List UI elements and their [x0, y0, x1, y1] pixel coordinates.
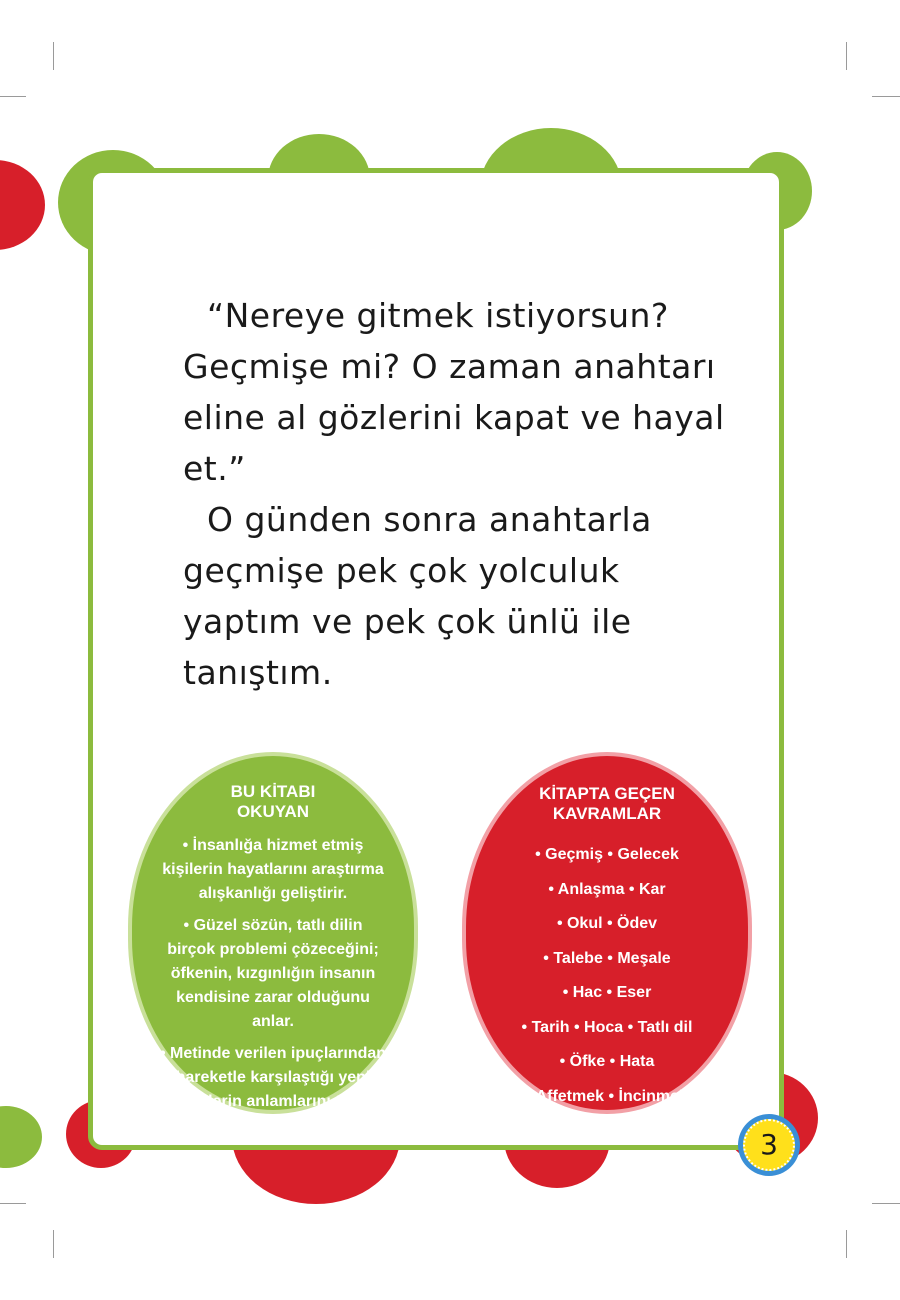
reader-outcomes-list — [132, 834, 414, 1138]
concept-row: • Talebe • Meşale — [543, 949, 671, 967]
crop-mark — [872, 1203, 900, 1204]
concept-row: • Hac • Eser — [562, 984, 652, 1001]
crop-mark — [53, 1230, 54, 1258]
concept-row: • Anlaşma • Kar — [548, 880, 666, 898]
story-paragraph: O günden sonra anahtarla geçmişe pek çok yolculuk yaptım ve pek çok ünlü ile tanıştım. — [183, 500, 652, 692]
reader-outcomes-panel — [128, 752, 418, 1134]
crop-mark — [846, 42, 847, 70]
concept-row: • Öfke • Hata — [559, 1053, 655, 1070]
reader-panel-title: BU KİTABI OKUYAN — [230, 782, 316, 821]
crop-mark — [846, 1230, 847, 1258]
concepts-panel — [462, 752, 752, 1114]
story-text — [183, 290, 743, 698]
page-number-badge — [738, 1114, 800, 1176]
list-item: • Metinde verilen ipuçlarından hareketle karşılaştığı yeni kelimelerin anlamlarını tahmin eder. — [158, 1045, 388, 1134]
decor-circle-green — [0, 1106, 42, 1168]
concept-row: • Okul • Ödev — [556, 915, 658, 932]
concepts-panel-title: KİTAPTA GEÇEN KAVRAMLAR — [539, 784, 675, 823]
concept-row: • Affetmek • İncinmek — [526, 1087, 688, 1105]
page-number: 3 — [743, 1119, 795, 1171]
crop-mark — [0, 1203, 26, 1204]
concepts-list — [466, 838, 748, 1114]
story-paragraph: “Nereye gitmek istiyorsun? Geçmişe mi? O zaman anahtarı eline al gözlerini kapat ve hayal et.” — [183, 296, 725, 488]
crop-mark — [0, 96, 26, 97]
crop-mark — [872, 96, 900, 97]
crop-mark — [53, 42, 54, 70]
list-item: • Güzel sözün, tatlı dilin birçok problemi çözeceğini; öfkenin, kızgınlığın insanın kendisine zarar olduğunu anlar. — [167, 917, 379, 1030]
concept-row: • Geçmiş • Gelecek — [535, 846, 679, 863]
concept-row: • Tarih • Hoca • Tatlı dil — [521, 1018, 693, 1036]
list-item: • İnsanlığa hizmet etmiş kişilerin hayatlarını araştırma alışkanlığı geliştirir. — [162, 837, 384, 902]
decor-circle-red — [0, 160, 45, 250]
